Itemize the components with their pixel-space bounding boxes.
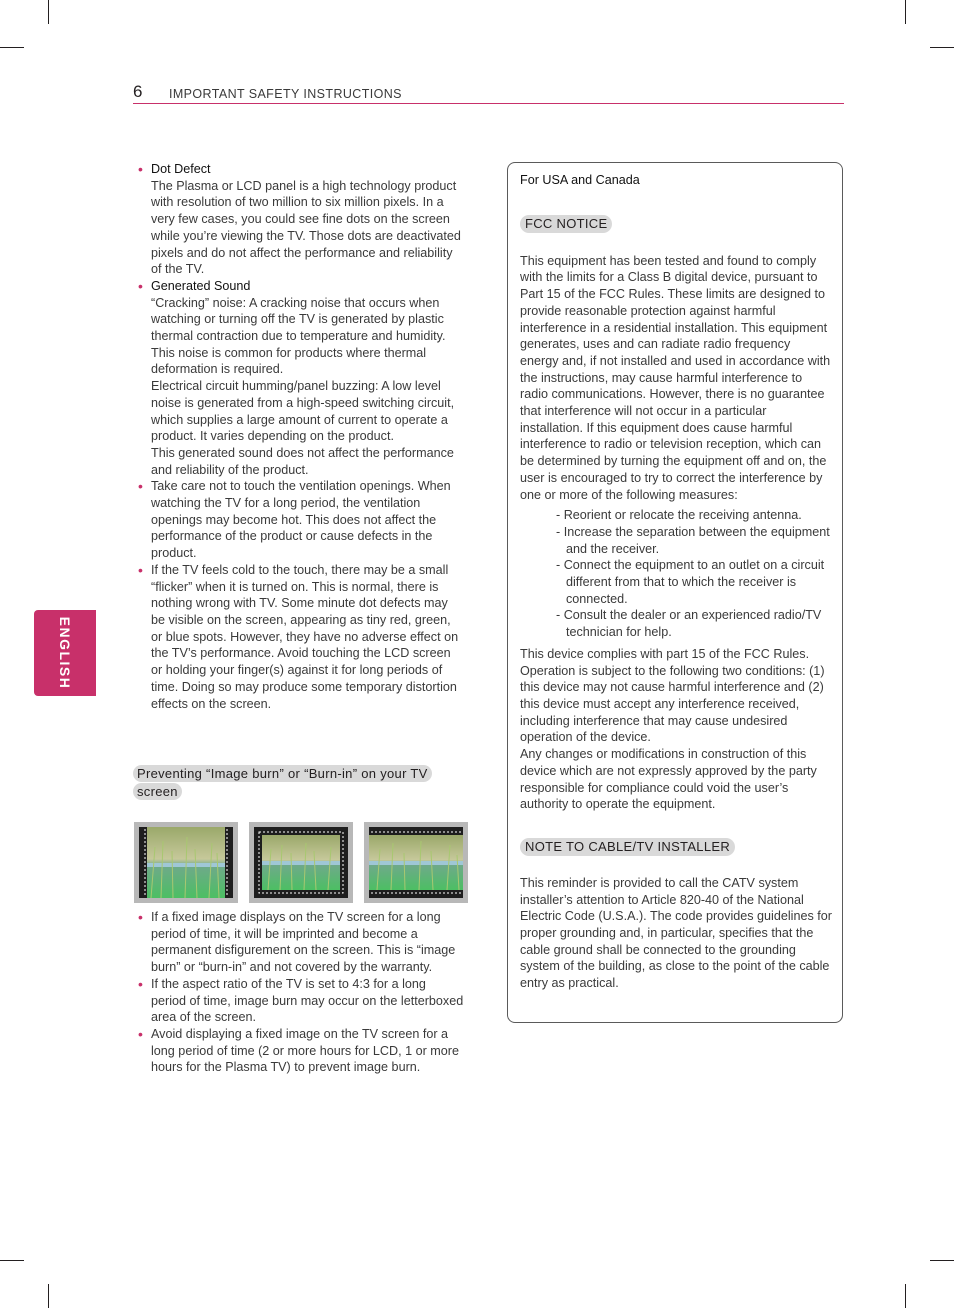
header-rule <box>133 103 844 104</box>
tv-screen <box>254 827 348 898</box>
bullet-text: • If a fixed image displays on the TV screen for a long period of time, it will be imprinted and become a permanent disfigurement on the screen. This is “image burn” or “burn-in” and not covered by the warranty. <box>151 910 456 975</box>
bullet-title: • Generated Sound <box>151 278 251 293</box>
catv-paragraph: This reminder is provided to call the CATV system installer’s attention to Article 820-40 of the National Electric Code (U.S.A.). The code provides guidelines for proper grounding and, in particular, specifies that the cable ground shall be connected to the grounding system of the building, as close to the point of the cable entry as practical. <box>520 875 832 991</box>
left-column-bottom <box>138 909 464 1076</box>
fcc-measure: - Connect the equipment to an outlet on a circuit different from that to which the receiver is connected. <box>556 558 825 606</box>
tv-illustration-pillarbox <box>134 822 238 903</box>
section-heading-pill: Preventing “Image burn” or “Burn-in” on your TV screen <box>133 765 432 800</box>
catv-heading-wrap <box>520 838 832 856</box>
bullet-generated-sound <box>138 278 464 478</box>
fcc-measures-list <box>543 507 832 641</box>
crop-mark <box>48 1284 49 1308</box>
fcc-notice-heading: FCC NOTICE <box>520 215 612 233</box>
crop-mark <box>0 1260 24 1261</box>
field-image <box>369 827 463 898</box>
right-column <box>520 172 832 992</box>
crop-mark <box>905 1284 906 1308</box>
image-burn-heading <box>133 765 458 801</box>
catv-heading: NOTE TO CABLE/TV INSTALLER <box>520 838 735 856</box>
bullet-fixed-image <box>138 909 464 976</box>
language-tab <box>34 610 96 696</box>
fcc-paragraph-2: This device complies with part 15 of the FCC Rules. Operation is subject to the following two conditions: (1) this device may not cause harmful interference and (2) this device must accept any interference received, including interference that may cause undesired operation of the device. <box>520 646 825 745</box>
bullet-text: The Plasma or LCD panel is a high technology product with resolution of two million to six million pixels. In a very few cases, you could see fine dots on the screen while you’re viewing the TV. Those dots are deactivated pixels and do not affect the performance and reliability of the TV. <box>151 178 461 277</box>
fcc-paragraph-1: This equipment has been tested and found to comply with the limits for a Class B digital device, pursuant to Part 15 of the FCC Rules. These limits are designed to provide reasonable protection against harmful interference in a residential installation. This equipment generates, uses and can radiate radio frequency energy and, if not installed and used in accordance with the instructions, may cause harmful interference to radio communications. However, there is no guarantee that interference will not occur in a particular installation. If this equipment does cause harmful interference to radio or television reception, which can be determined by turning the equipment off and on, the user is encouraged to try to correct the interference by one or more of the following measures: <box>520 253 831 502</box>
tv-illustration-frame <box>249 822 353 903</box>
fcc-measure: - Increase the separation between the equipment and the receiver. <box>556 524 830 556</box>
crop-mark <box>930 47 954 48</box>
language-tab-label: ENGLISH <box>57 616 73 690</box>
image-burn-illustrations <box>134 822 468 903</box>
left-column <box>138 161 464 712</box>
field-image <box>254 827 348 898</box>
field-image <box>139 827 233 898</box>
page-section-title: IMPORTANT SAFETY INSTRUCTIONS <box>169 87 402 101</box>
bullet-text: This generated sound does not affect the performance and reliability of the product. <box>151 445 454 477</box>
page-number: 6 <box>133 82 143 101</box>
bullet-title: • Dot Defect <box>151 162 211 176</box>
bullet-avoid-fixed-image <box>138 1026 464 1076</box>
crop-mark <box>930 1260 954 1261</box>
tv-illustration-letterbox <box>364 822 468 903</box>
tv-screen <box>139 827 233 898</box>
bullet-text: • Avoid displaying a fixed image on the TV screen for a long period of time (2 or more hours for LCD, 1 or more hours for the Plasma TV) to prevent image burn. <box>151 1026 459 1075</box>
bullet-dot-defect <box>138 161 464 278</box>
fcc-heading-wrap <box>520 215 832 233</box>
bullet-list <box>138 161 464 712</box>
crop-mark <box>0 47 24 48</box>
bullet-flicker <box>138 562 464 712</box>
region-title: For USA and Canada <box>520 173 640 187</box>
bullet-text: • Take care not to touch the ventilation openings. When watching the TV for a long period, the ventilation openings may become hot. This does not affect the performance of the product or cause defects in the product. <box>151 479 451 561</box>
fcc-paragraph-3: Any changes or modifications in construction of this device which are not expressly approved by the party responsible for compliance could void the user’s authority to operate the equipment. <box>520 747 817 812</box>
bullet-list <box>138 909 464 1076</box>
bullet-text: • If the TV feels cold to the touch, there may be a small “flicker” when it is turned on. This is normal, there is nothing wrong with TV. Some minute dot defects may be visible on the screen, appearing as tiny red, green, or blue spots. However, they have no adverse effect on the TV’s performance. Avoid touching the LCD screen or holding your finger(s) against it for long periods of time. Doing so may produce some temporary distortion effects on the screen. <box>151 562 459 711</box>
fcc-measure: - Consult the dealer or an experienced radio/TV technician for help. <box>556 608 822 640</box>
bullet-aspect-ratio <box>138 976 464 1026</box>
crop-mark <box>905 0 906 24</box>
tv-screen <box>369 827 463 898</box>
fcc-measure: - Reorient or relocate the receiving antenna. <box>556 508 802 523</box>
bullet-text: • If the aspect ratio of the TV is set to 4:3 for a long period of time, image burn may occur on the letterboxed area of the screen. <box>151 976 464 1025</box>
bullet-ventilation <box>138 478 464 562</box>
bullet-text: Electrical circuit humming/panel buzzing: A low level noise is generated from a high-speed switching circuit, which supplies a large amount of current to operate a product. It varies depending on the product. <box>151 379 455 444</box>
bullet-text: “Cracking” noise: A cracking noise that occurs when watching or turning off the TV is generated by plastic thermal contraction due to temperature and humidity. This noise is common for products where thermal deformation is required. <box>151 295 446 377</box>
crop-mark <box>48 0 49 24</box>
